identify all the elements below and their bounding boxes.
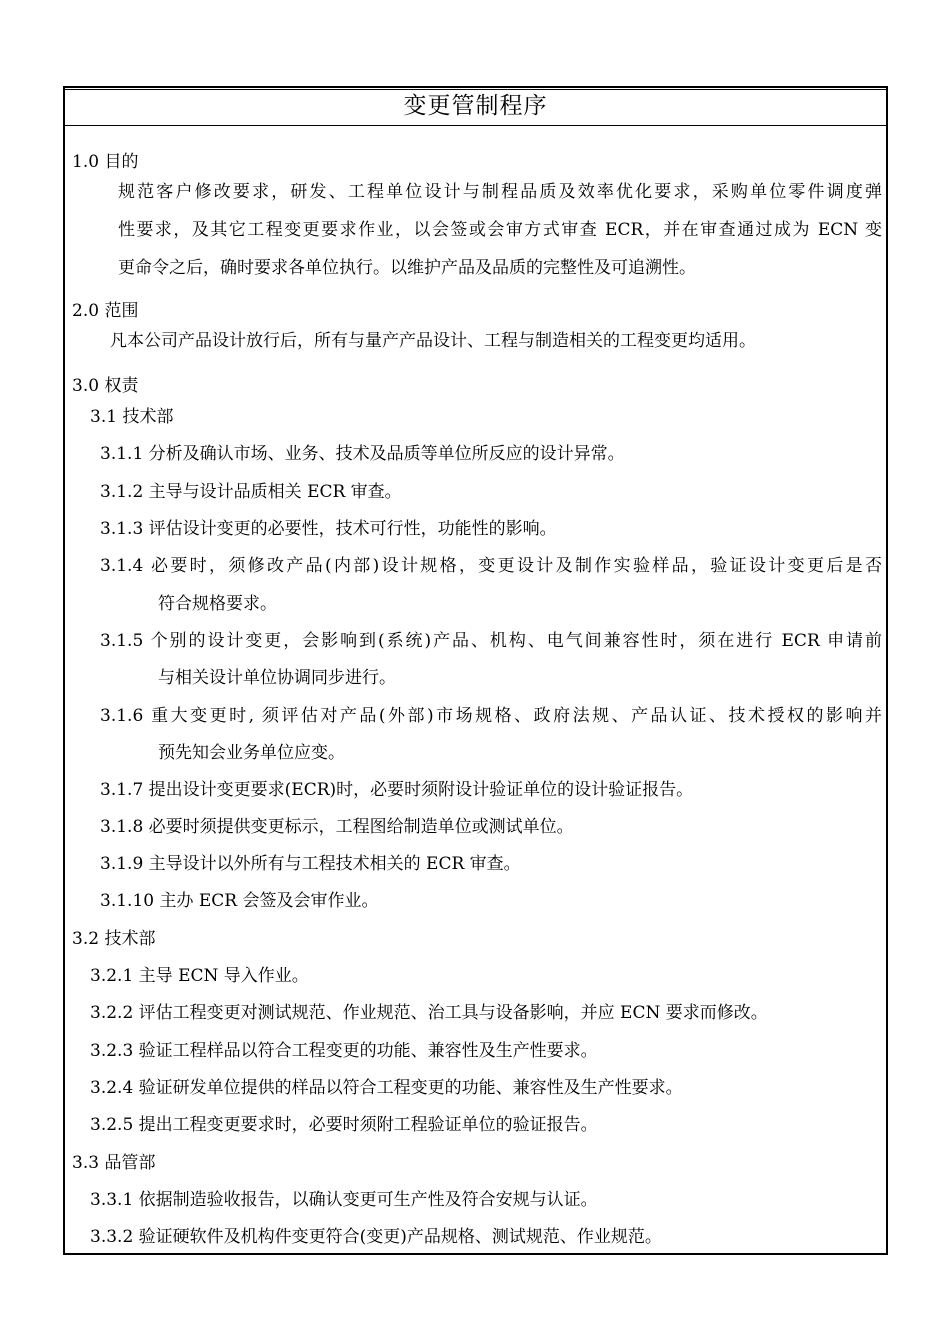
item-3-1-6-line-1: 3.1.6 重大变更时, 须评估对产品(外部)市场规格、政府法规、产品认证、技术授权的影响并 [100, 706, 882, 726]
item-3-1-2: 3.1.2 主导与设计品质相关 ECR 审查。 [100, 482, 402, 502]
section-3-heading: 3.0 权责 [72, 376, 139, 396]
section-3-2-heading: 3.2 技术部 [72, 929, 156, 949]
item-3-2-2: 3.2.2 评估工程变更对测试规范、作业规范、治工具与设备影响，并应 ECN 要求而修改。 [90, 1003, 768, 1023]
section-1-line-3: 更命令之后，确时要求各单位执行。以维护产品及品质的完整性及可追溯性。 [118, 258, 696, 278]
item-3-1-5-line-2: 与相关设计单位协调同步进行。 [158, 668, 396, 688]
section-3-1-heading: 3.1 技术部 [90, 407, 174, 427]
item-3-1-5-line-1: 3.1.5 个别的设计变更，会影响到(系统)产品、机构、电气间兼容性时，须在进行 ECR 申请前 [100, 631, 882, 651]
item-3-1-8: 3.1.8 必要时须提供变更标示，工程图给制造单位或测试单位。 [100, 817, 574, 837]
item-3-3-1: 3.3.1 依据制造验收报告，以确认变更可生产性及符合安规与认证。 [90, 1190, 598, 1210]
item-3-1-9: 3.1.9 主导设计以外所有与工程技术相关的 ECR 审查。 [100, 854, 521, 874]
page-title: 变更管制程序 [403, 93, 548, 119]
item-3-2-3: 3.2.3 验证工程样品以符合工程变更的功能、兼容性及生产性要求。 [90, 1041, 598, 1061]
section-1-line-1: 规范客户修改要求，研发、工程单位设计与制程品质及效率优化要求，采购单位零件调度弹 [118, 182, 882, 202]
item-3-2-4: 3.2.4 验证研发单位提供的样品以符合工程变更的功能、兼容性及生产性要求。 [90, 1078, 683, 1098]
item-3-1-4-line-2: 符合规格要求。 [158, 594, 277, 614]
item-3-2-5: 3.2.5 提出工程变更要求时，必要时须附工程验证单位的验证报告。 [90, 1115, 598, 1135]
section-2-heading: 2.0 范围 [72, 301, 139, 321]
item-3-2-1: 3.2.1 主导 ECN 导入作业。 [90, 966, 309, 986]
item-3-1-10: 3.1.10 主办 ECR 会签及会审作业。 [100, 891, 379, 911]
item-3-1-6-line-2: 预先知会业务单位应变。 [158, 743, 345, 763]
item-3-1-3: 3.1.3 评估设计变更的必要性，技术可行性，功能性的影响。 [100, 519, 557, 539]
section-1-line-2: 性要求，及其它工程变更要求作业，以会签或会审方式审查 ECR，并在审查通过成为 ECN 变 [118, 220, 882, 240]
title-box [63, 86, 888, 126]
item-3-3-2: 3.3.2 验证硬软件及机构件变更符合(变更)产品规格、测试规范、作业规范。 [90, 1227, 662, 1247]
item-3-1-4-line-1: 3.1.4 必要时，须修改产品(内部)设计规格，变更设计及制作实验样品，验证设计变更后是否 [100, 556, 882, 576]
section-1-heading: 1.0 目的 [72, 152, 139, 172]
section-3-3-heading: 3.3 品管部 [72, 1153, 156, 1173]
item-3-1-7: 3.1.7 提出设计变更要求(ECR)时，必要时须附设计验证单位的设计验证报告。 [100, 780, 694, 800]
item-3-1-1: 3.1.1 分析及确认市场、业务、技术及品质等单位所反应的设计异常。 [100, 444, 625, 464]
section-2-line: 凡本公司产品设计放行后，所有与量产产品设计、工程与制造相关的工程变更均适用。 [110, 331, 756, 351]
